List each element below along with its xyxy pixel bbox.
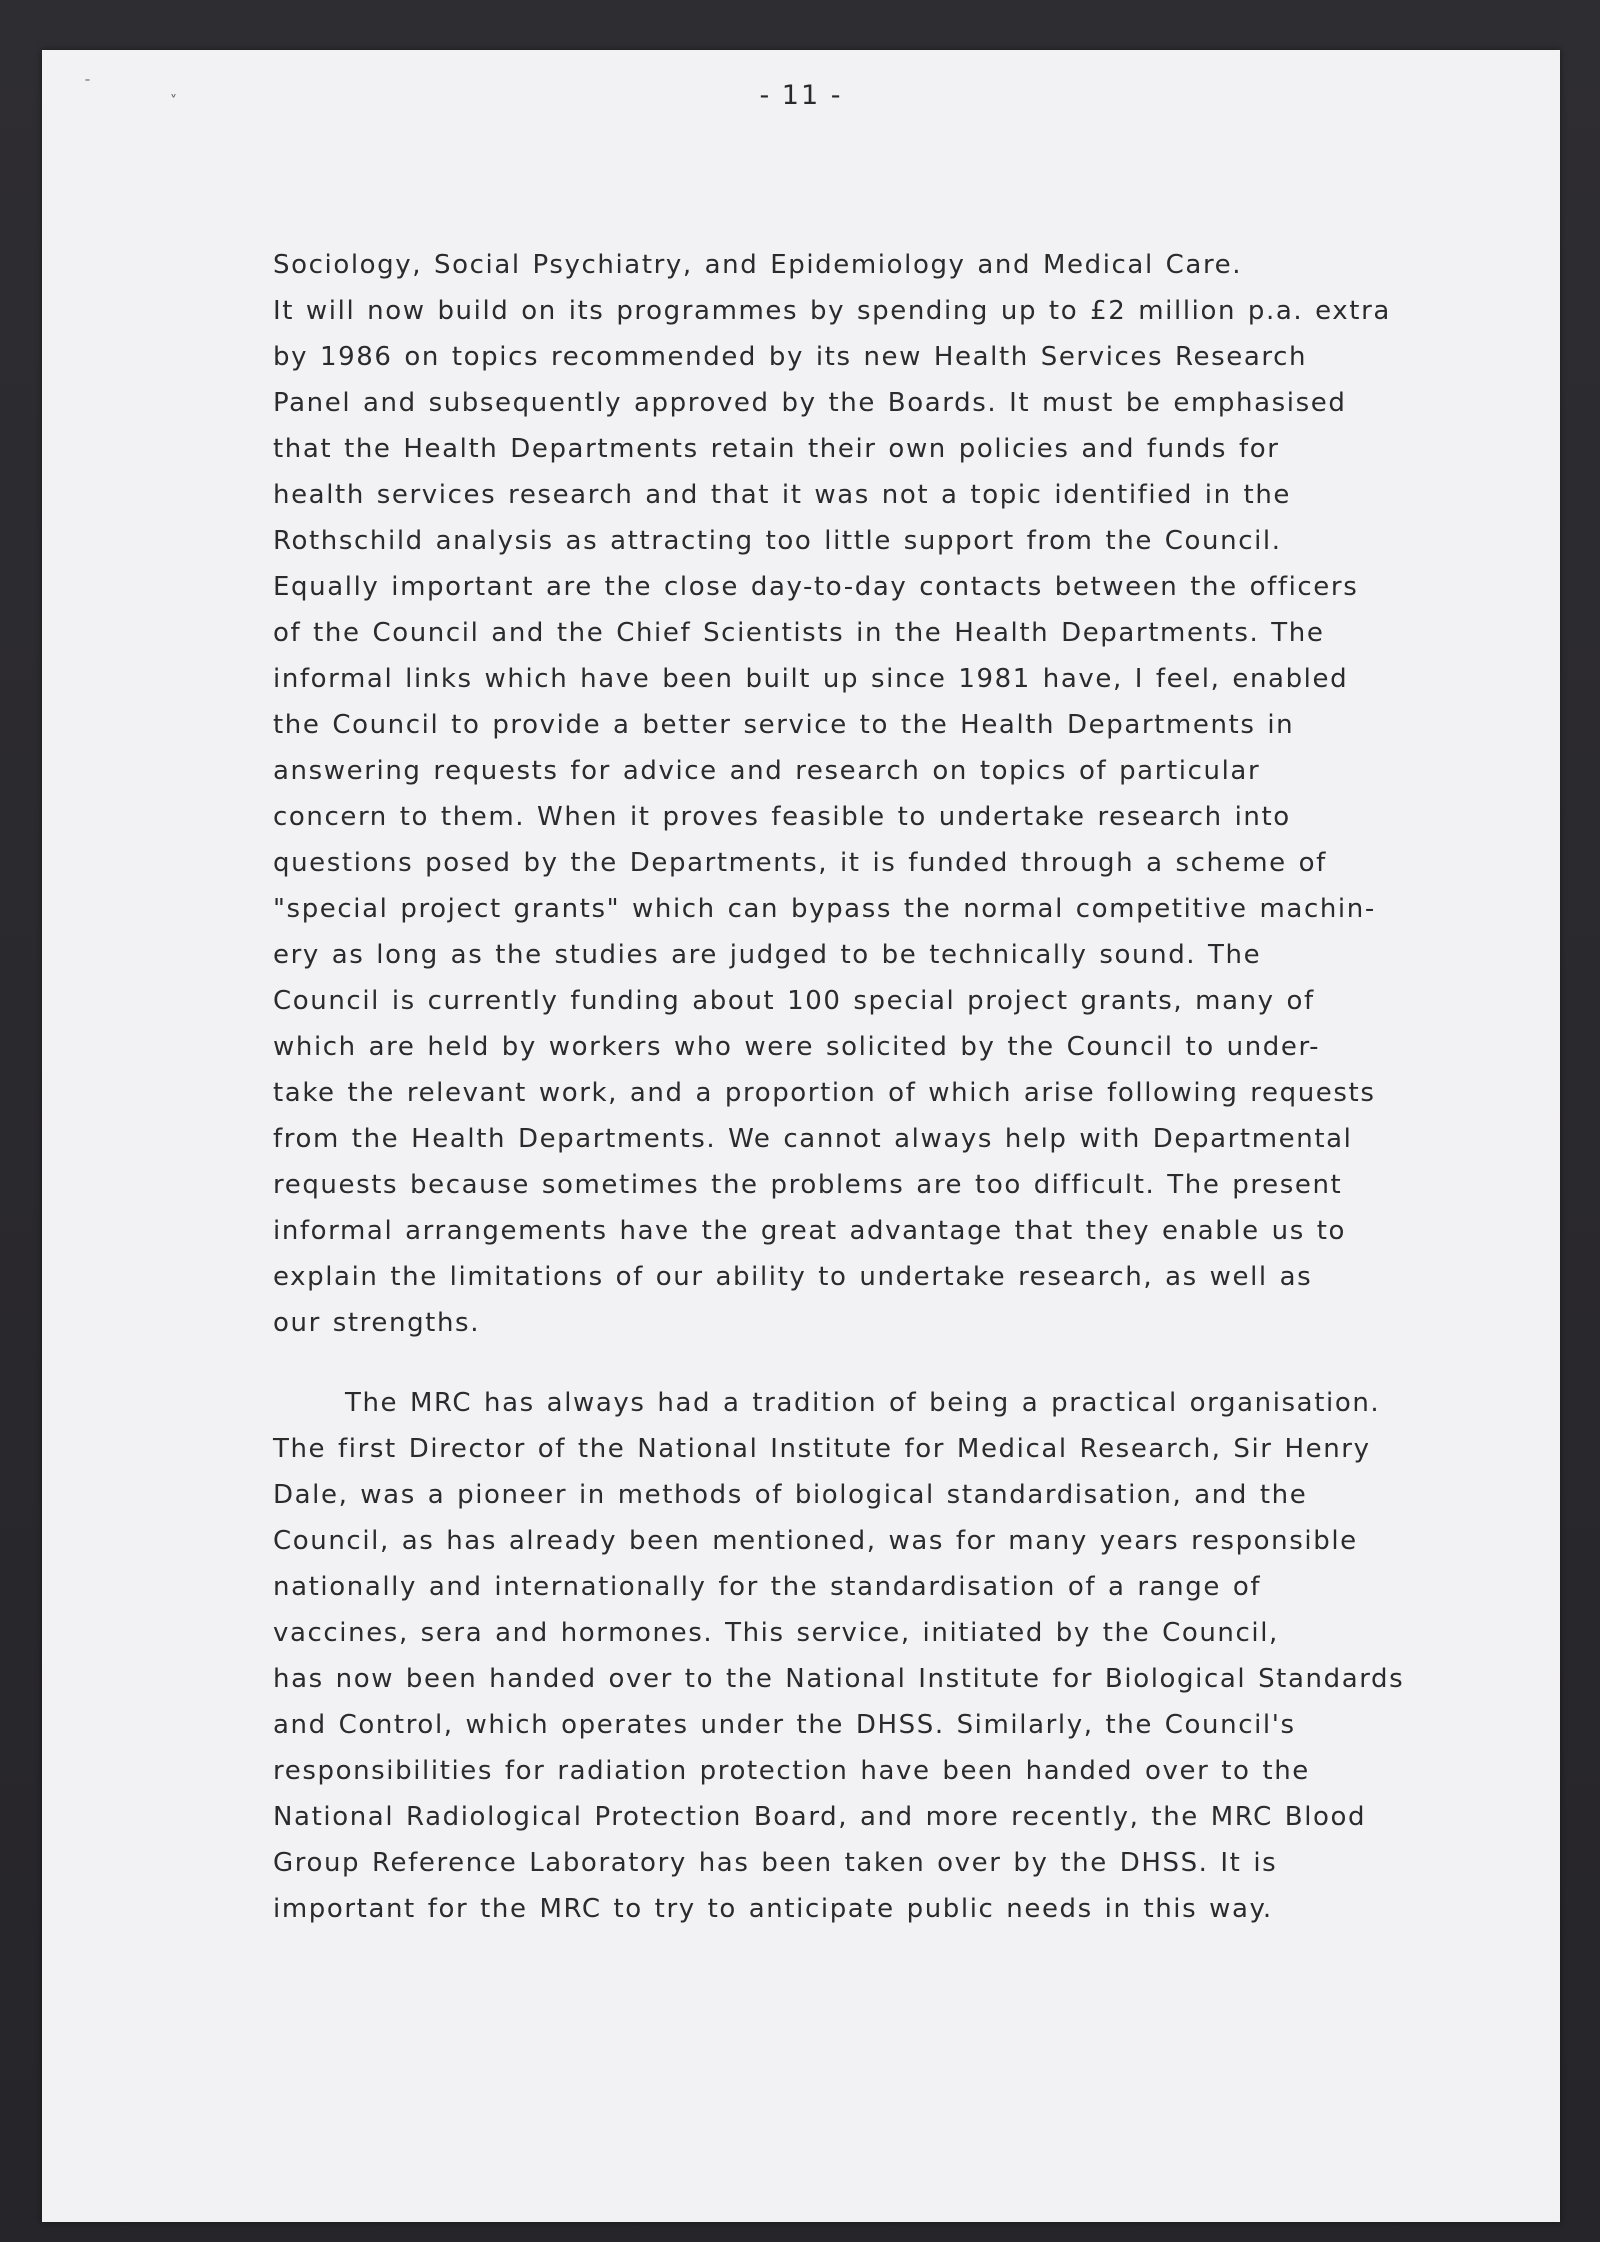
text-line: Equally important are the close day-to-day contacts between the officers bbox=[273, 572, 1359, 602]
text-line: vaccines, sera and hormones. This service, initiated by the Council, bbox=[273, 1618, 1279, 1648]
text-line: our strengths. bbox=[273, 1308, 481, 1338]
text-line: requests because sometimes the problems are too difficult. The present bbox=[273, 1170, 1343, 1200]
text-line: has now been handed over to the National Institute for Biological Standards bbox=[273, 1664, 1405, 1694]
paragraph-2 bbox=[273, 1380, 1493, 1932]
text-line: health services research and that it was not a topic identified in the bbox=[273, 480, 1292, 510]
text-line: Rothschild analysis as attracting too little support from the Council. bbox=[273, 526, 1282, 556]
text-line: ery as long as the studies are judged to be technically sound. The bbox=[273, 940, 1262, 970]
text-line: from the Health Departments. We cannot always help with Departmental bbox=[273, 1124, 1353, 1154]
text-line: Panel and subsequently approved by the Boards. It must be emphasised bbox=[273, 388, 1347, 418]
text-line: concern to them. When it proves feasible to undertake research into bbox=[273, 802, 1291, 832]
text-line: which are held by workers who were solicited by the Council to under- bbox=[273, 1032, 1321, 1062]
corner-mark-right: ˬ bbox=[170, 82, 177, 98]
text-line: explain the limitations of our ability to undertake research, as well as bbox=[273, 1262, 1313, 1292]
page-number: - 11 - bbox=[759, 80, 843, 111]
text-line: the Council to provide a better service to the Health Departments in bbox=[273, 710, 1295, 740]
document-page bbox=[42, 50, 1560, 2222]
document-body bbox=[273, 242, 1493, 1932]
text-line: Group Reference Laboratory has been taken over by the DHSS. It is bbox=[273, 1848, 1278, 1878]
text-line: Council, as has already been mentioned, was for many years responsible bbox=[273, 1526, 1358, 1556]
text-line: Dale, was a pioneer in methods of biological standardisation, and the bbox=[273, 1480, 1308, 1510]
text-line: take the relevant work, and a proportion of which arise following requests bbox=[273, 1078, 1376, 1108]
text-line: The first Director of the National Institute for Medical Research, Sir Henry bbox=[273, 1434, 1371, 1464]
text-line: informal links which have been built up since 1981 have, I feel, enabled bbox=[273, 664, 1349, 694]
text-line: nationally and internationally for the standardisation of a range of bbox=[273, 1572, 1262, 1602]
text-line: important for the MRC to try to anticipate public needs in this way. bbox=[273, 1894, 1273, 1924]
text-line: by 1986 on topics recommended by its new Health Services Research bbox=[273, 342, 1308, 372]
text-line: Sociology, Social Psychiatry, and Epidemiology and Medical Care. bbox=[273, 250, 1243, 280]
text-line: and Control, which operates under the DHSS. Similarly, the Council's bbox=[273, 1710, 1296, 1740]
text-line: It will now build on its programmes by spending up to £2 million p.a. extra bbox=[273, 296, 1391, 326]
paragraph-1 bbox=[273, 242, 1493, 1346]
text-line: Council is currently funding about 100 special project grants, many of bbox=[273, 986, 1315, 1016]
text-line: that the Health Departments retain their own policies and funds for bbox=[273, 434, 1280, 464]
text-line: questions posed by the Departments, it is funded through a scheme of bbox=[273, 848, 1327, 878]
text-line: answering requests for advice and research on topics of particular bbox=[273, 756, 1261, 786]
text-line: The MRC has always had a tradition of being a practical organisation. bbox=[345, 1388, 1381, 1418]
text-line: responsibilities for radiation protection have been handed over to the bbox=[273, 1756, 1310, 1786]
text-line: National Radiological Protection Board, and more recently, the MRC Blood bbox=[273, 1802, 1367, 1832]
corner-mark-left: ˉ bbox=[84, 78, 91, 94]
text-line: "special project grants" which can bypass the normal competitive machin- bbox=[273, 894, 1376, 924]
text-line: of the Council and the Chief Scientists in the Health Departments. The bbox=[273, 618, 1325, 648]
text-line: informal arrangements have the great advantage that they enable us to bbox=[273, 1216, 1347, 1246]
